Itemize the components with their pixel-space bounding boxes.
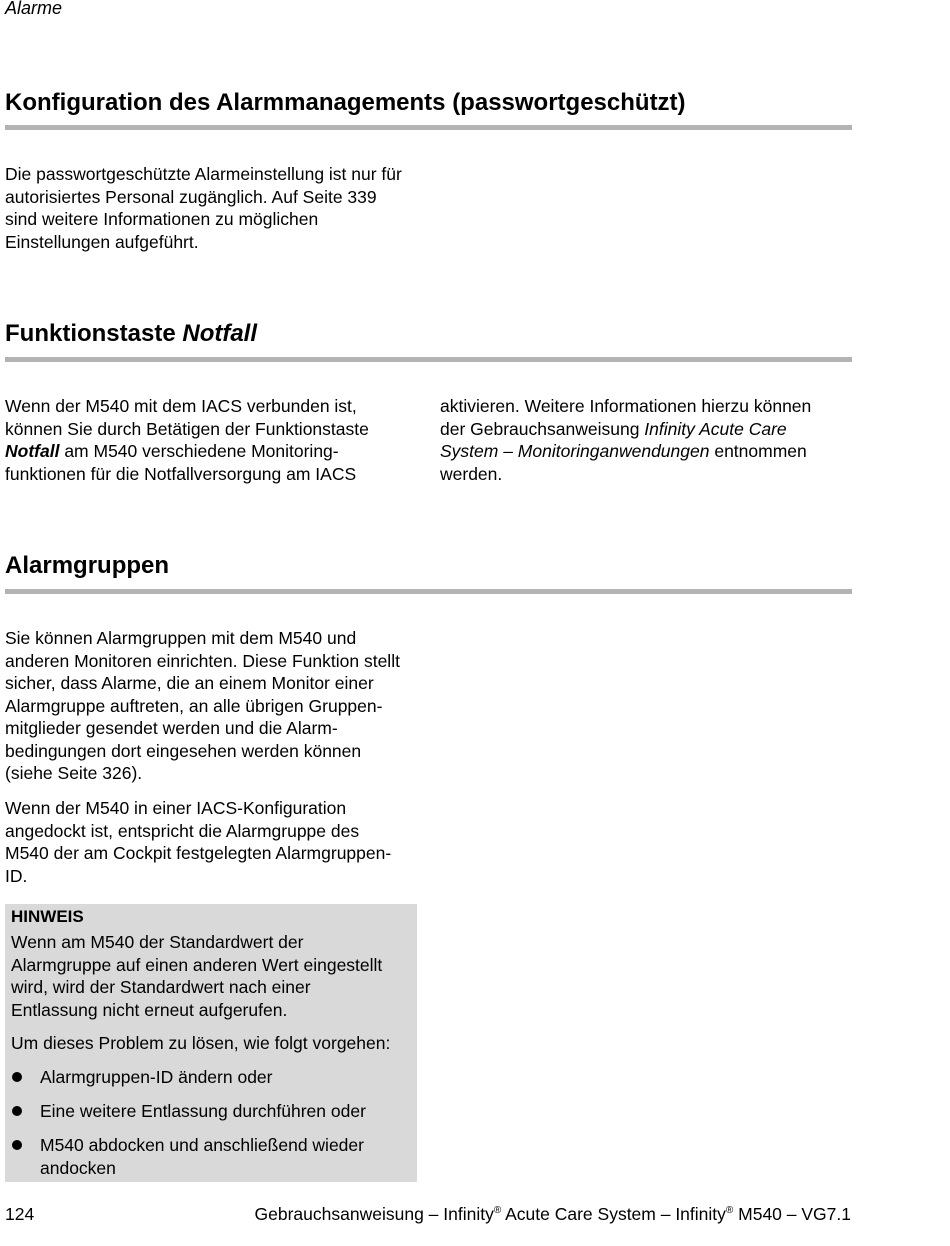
text-line: Alarmgruppe auftreten, an alle übrigen Gruppen- [5,695,383,716]
emphasis-text: System – Monitoringanwendungen [440,441,710,461]
text-line: können Sie durch Betätigen der Funktionstaste [5,418,369,439]
text-line: Wenn der M540 in einer IACS-Konfiguration [5,798,347,818]
registered-mark: ® [493,1205,502,1216]
text-fragment: entnommen [709,441,807,461]
bullet-text [40,1134,364,1179]
text-line: Alarmgruppe auf einen anderen Wert eingestellt [11,954,383,975]
emphasis-text: Infinity Acute Care [644,418,787,439]
text-line: mitglieder gesendet werden und die Alarm- [5,718,338,738]
footer-document-title [255,1203,851,1225]
text-line: Einstellungen aufgeführt. [5,231,199,252]
note-box [5,904,417,1182]
text-line [5,440,369,463]
text-line: Entlassung nicht erneut aufgerufen. [11,999,288,1020]
text-line: bedingungen dort eingesehen werden können [5,740,362,761]
registered-mark: ® [725,1205,734,1216]
text-line: autorisiertes Personal zugänglich. Auf Seite 339 [5,186,377,207]
text-fragment: der Gebrauchsanweisung [440,418,645,439]
section-heading-notfall [5,319,257,349]
text-fragment: Acute Care System – Infinity [501,1204,726,1224]
text-line: ID. [5,865,28,886]
text-fragment: M540 – VG7.1 [733,1204,851,1224]
page-number: 124 [5,1204,35,1224]
note-title: HINWEIS [11,907,84,926]
text-line: andocken [40,1157,116,1178]
text-line: Alarmgruppen-ID ändern oder [40,1067,273,1087]
text-line: Sie können Alarmgruppen mit dem M540 und [5,628,357,648]
alarmgruppen-paragraph-2 [5,797,391,887]
bullet-icon [12,1072,22,1082]
text-line [440,418,811,441]
bullet-text [40,1066,273,1089]
text-line: Eine weitere Entlassung durchführen oder [40,1101,366,1121]
section-heading-alarmgruppen: Alarmgruppen [5,552,170,579]
heading-text: Funktionstaste [5,320,183,347]
text-line: funktionen für die Notfallversorgung am IACS [5,463,357,484]
notfall-paragraph-left [5,395,369,485]
text-line: Wenn der M540 mit dem IACS verbunden ist, [5,396,357,416]
konfiguration-paragraph [5,163,402,253]
text-line: werden. [440,463,503,484]
bullet-icon [12,1140,22,1150]
text-line: wird, wird der Standardwert nach einer [11,977,311,997]
notfall-paragraph-right [440,395,811,485]
text-line: (siehe Seite 326). [5,763,143,783]
text-fragment: Gebrauchsanweisung – Infinity [254,1204,494,1224]
section-rule [5,357,852,362]
text-line: M540 der am Cockpit festgelegten Alarmgruppen- [5,843,392,863]
heading-italic-text: Notfall [182,320,258,347]
alarmgruppen-paragraph-1 [5,627,400,785]
text-line [440,440,811,463]
running-head: Alarme [5,0,63,18]
note-intro: Um dieses Problem zu lösen, wie folgt vorgehen: [11,1033,391,1053]
text-line: Die passwortgeschützte Alarmeinstellung ist nur für [5,164,402,184]
text-line: angedockt ist, entspricht die Alarmgruppe des [5,820,360,841]
emphasis-text: Notfall [5,441,60,461]
section-rule [5,589,852,594]
note-paragraph [11,931,382,1021]
section-heading-konfiguration: Konfiguration des Alarmmanagements (passwortgeschützt) [5,89,686,116]
bullet-icon [12,1106,22,1116]
text-line: anderen Monitoren einrichten. Diese Funktion stellt [5,650,400,671]
text-line: M540 abdocken und anschließend wieder [40,1135,364,1155]
text-line: Wenn am M540 der Standardwert der [11,932,304,952]
text-line: sind weitere Informationen zu möglichen [5,209,319,229]
bullet-text [40,1100,366,1123]
text-line: sicher, dass Alarme, die an einem Monitor einer [5,673,374,693]
text-line: aktivieren. Weitere Informationen hierzu können [440,396,812,416]
section-rule [5,125,852,130]
text-fragment: am M540 verschiedene Monitoring- [59,441,339,461]
